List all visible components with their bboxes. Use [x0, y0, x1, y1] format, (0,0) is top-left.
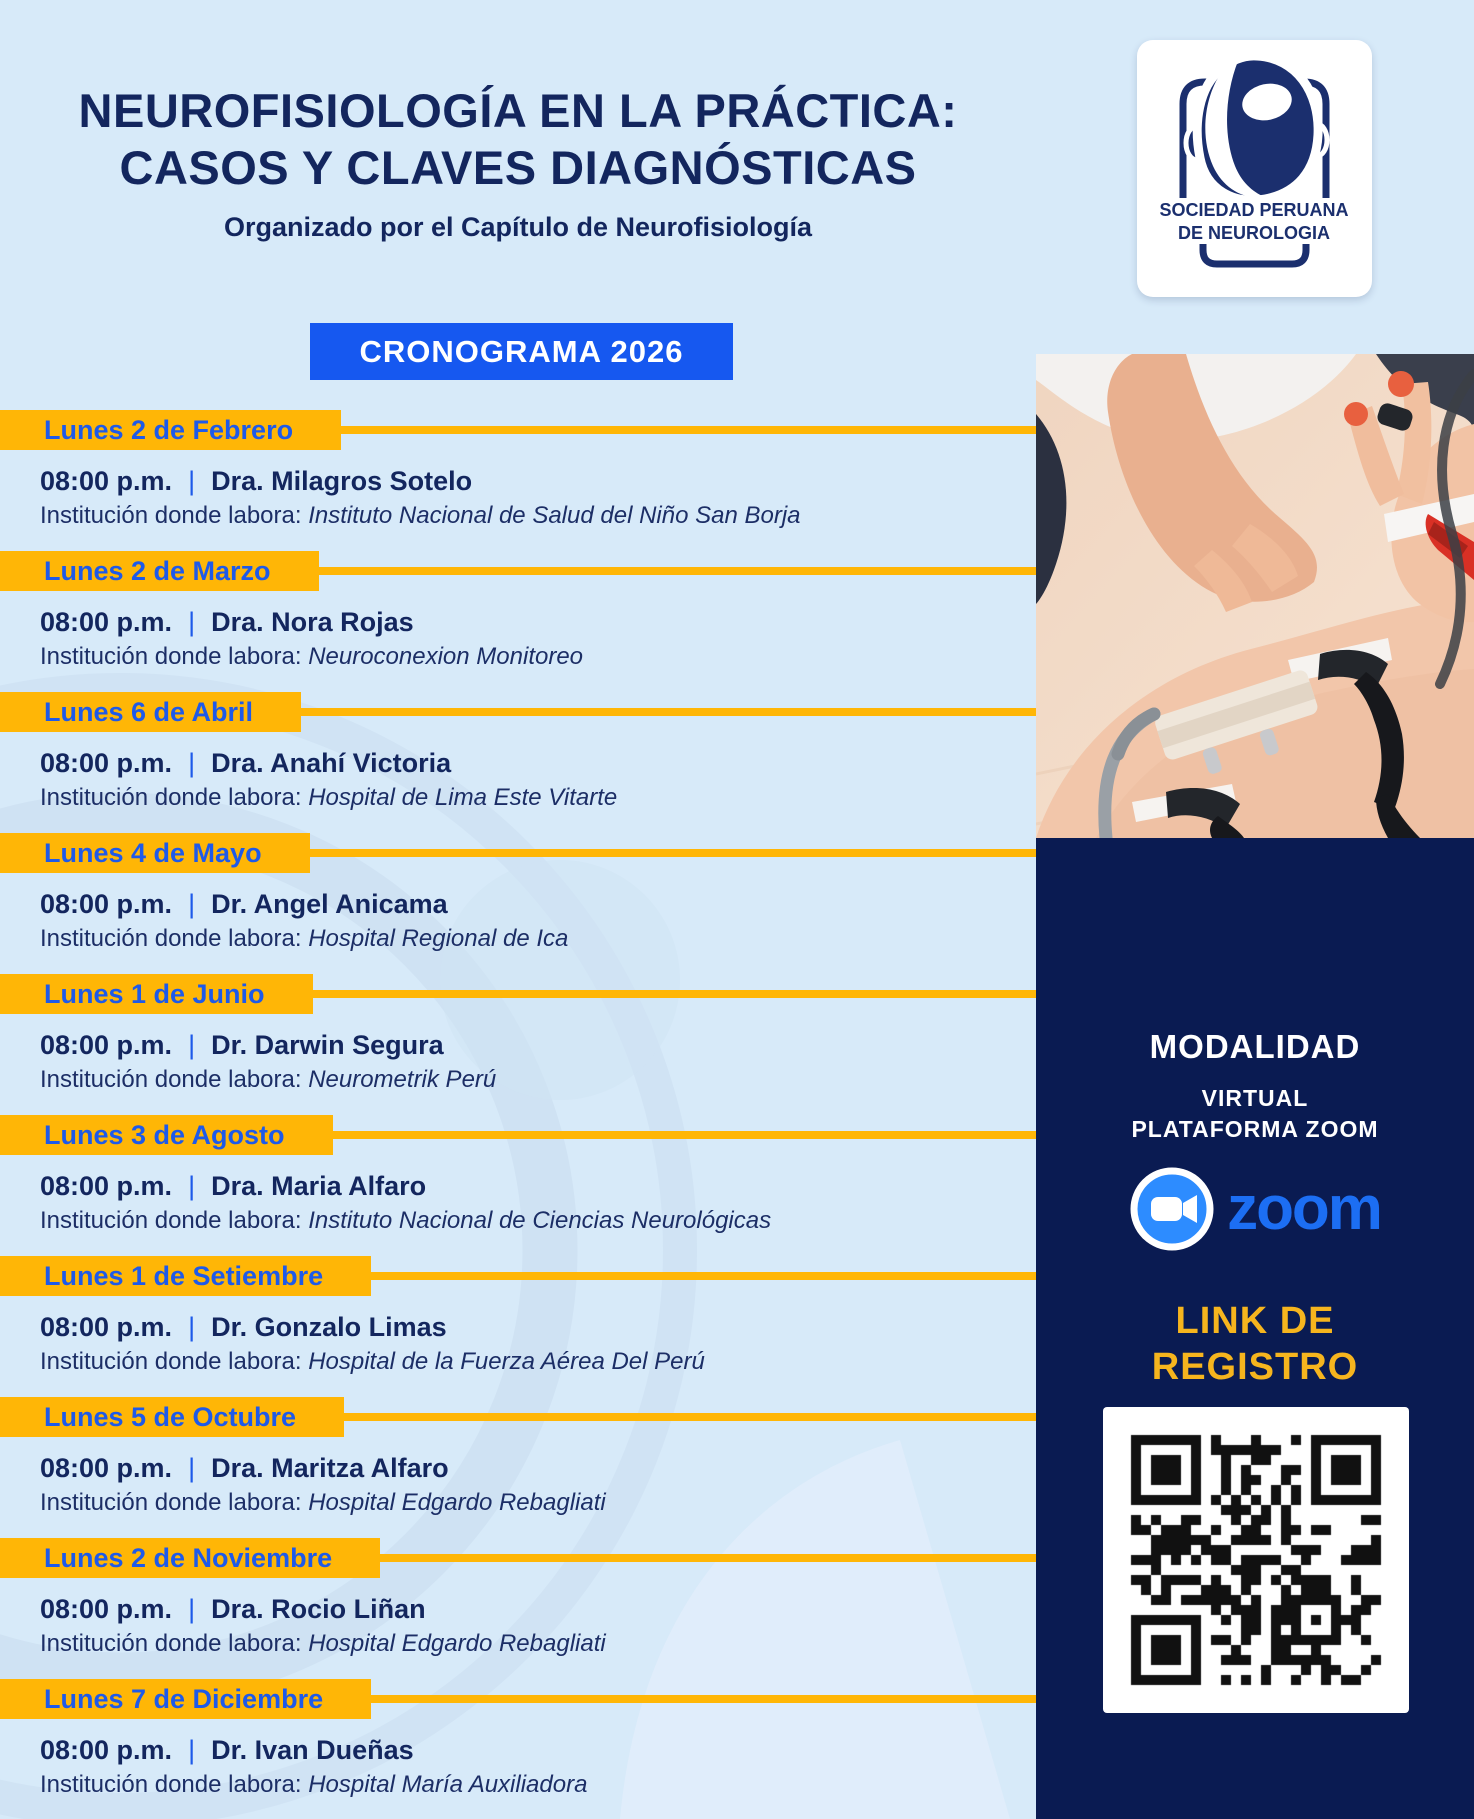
session-row	[40, 1594, 426, 1625]
separator-bar: |	[188, 1735, 196, 1765]
institution-name: Hospital de Lima Este Vitarte	[308, 784, 618, 811]
institution-label: Institución donde labora:	[40, 502, 302, 529]
session-row	[40, 607, 414, 638]
institution-label: Institución donde labora:	[40, 1207, 302, 1234]
date-badge: Lunes 3 de Agosto	[0, 1115, 333, 1155]
separator-bar: |	[188, 1312, 196, 1342]
info-panel	[1036, 838, 1474, 1819]
date-badge: Lunes 2 de Febrero	[0, 410, 341, 450]
title-line-2: CASOS Y CLAVES DIAGNÓSTICAS	[119, 141, 917, 194]
separator-bar: |	[188, 466, 196, 496]
institution-row	[40, 1771, 587, 1799]
schedule-entry	[0, 410, 1036, 551]
schedule-entry	[0, 1397, 1036, 1538]
schedule-entry	[0, 692, 1036, 833]
institution-label: Institución donde labora:	[40, 1066, 302, 1093]
qr-code-canvas[interactable]	[1111, 1415, 1401, 1705]
logo-text-line-2: DE NEUROLOGIA	[1177, 223, 1331, 243]
date-badge: Lunes 7 de Diciembre	[0, 1679, 371, 1719]
session-row	[40, 889, 448, 920]
session-time: 08:00 p.m.	[40, 1030, 173, 1060]
date-badge: Lunes 1 de Setiembre	[0, 1256, 371, 1296]
session-time: 08:00 p.m.	[40, 748, 173, 778]
institution-name: Neurometrik Perú	[308, 1066, 497, 1093]
speaker-name: Dra. Milagros Sotelo	[211, 466, 473, 496]
institution-name: Hospital María Auxiliadora	[308, 1771, 588, 1798]
modality-line-platform: PLATAFORMA ZOOM	[1131, 1116, 1379, 1142]
institution-name: Hospital Edgardo Rebagliati	[308, 1630, 606, 1657]
institution-name: Hospital Regional de Ica	[308, 925, 569, 952]
date-badge: Lunes 6 de Abril	[0, 692, 301, 732]
institution-row	[40, 925, 568, 953]
speaker-name: Dra. Nora Rojas	[211, 607, 414, 637]
session-row	[40, 466, 472, 497]
speaker-name: Dra. Rocio Liñan	[211, 1594, 426, 1624]
session-row	[40, 1453, 449, 1484]
page-subtitle: Organizado por el Capítulo de Neurofisiología	[223, 212, 813, 242]
institution-row	[40, 1489, 606, 1517]
institution-row	[40, 1630, 606, 1658]
institution-label: Institución donde labora:	[40, 1348, 302, 1375]
session-time: 08:00 p.m.	[40, 889, 173, 919]
schedule-entry	[0, 1256, 1036, 1397]
session-row	[40, 748, 451, 779]
separator-bar: |	[188, 889, 196, 919]
cronograma-banner: CRONOGRAMA 2026	[310, 323, 733, 380]
schedule-entry	[0, 1115, 1036, 1256]
institution-row	[40, 1348, 705, 1376]
session-row	[40, 1735, 414, 1766]
institution-row	[40, 784, 617, 812]
institution-name: Instituto Nacional de Salud del Niño San Borja	[308, 502, 801, 529]
date-badge: Lunes 2 de Marzo	[0, 551, 319, 591]
zoom-wordmark: zoom	[1227, 1174, 1381, 1243]
session-time: 08:00 p.m.	[40, 1735, 173, 1765]
speaker-name: Dr. Darwin Segura	[211, 1030, 444, 1060]
registration-heading-line-1: LINK DE	[1175, 1300, 1335, 1342]
separator-bar: |	[188, 1171, 196, 1201]
institution-row	[40, 502, 801, 530]
institution-label: Institución donde labora:	[40, 925, 302, 952]
institution-label: Institución donde labora:	[40, 1489, 302, 1516]
session-time: 08:00 p.m.	[40, 1594, 173, 1624]
institution-row	[40, 1207, 771, 1235]
schedule-entry	[0, 974, 1036, 1115]
schedule-entry	[0, 1538, 1036, 1679]
modality-title: MODALIDAD	[1149, 1028, 1361, 1065]
institution-row	[40, 643, 583, 671]
institution-row	[40, 1066, 496, 1094]
institution-label: Institución donde labora:	[40, 643, 302, 670]
session-time: 08:00 p.m.	[40, 607, 173, 637]
title-line-1: NEUROFISIOLOGÍA EN LA PRÁCTICA:	[78, 84, 958, 137]
institution-name: Instituto Nacional de Ciencias Neurológicas	[308, 1207, 772, 1234]
session-row	[40, 1030, 444, 1061]
session-row	[40, 1171, 426, 1202]
speaker-name: Dra. Anahí Victoria	[211, 748, 452, 778]
modality-line-virtual: VIRTUAL	[1201, 1085, 1309, 1111]
session-time: 08:00 p.m.	[40, 466, 173, 496]
institution-name: Hospital de la Fuerza Aérea Del Perú	[308, 1348, 705, 1375]
logo-text-line-1: SOCIEDAD PERUANA	[1159, 200, 1349, 220]
institution-label: Institución donde labora:	[40, 1771, 302, 1798]
institution-label: Institución donde labora:	[40, 1630, 302, 1657]
speaker-name: Dr. Gonzalo Limas	[211, 1312, 447, 1342]
separator-bar: |	[188, 607, 196, 637]
brain-head-icon	[1137, 40, 1372, 297]
institution-label: Institución donde labora:	[40, 784, 302, 811]
registration-qr-code[interactable]	[1103, 1407, 1409, 1713]
separator-bar: |	[188, 748, 196, 778]
date-badge: Lunes 4 de Mayo	[0, 833, 310, 873]
zoom-camera-icon	[1129, 1166, 1215, 1252]
schedule-entry	[0, 1679, 1036, 1819]
date-badge: Lunes 1 de Junio	[0, 974, 313, 1014]
date-badge: Lunes 2 de Noviembre	[0, 1538, 380, 1578]
session-row	[40, 1312, 447, 1343]
page-title	[0, 82, 1036, 196]
speaker-name: Dra. Maritza Alfaro	[211, 1453, 449, 1483]
separator-bar: |	[188, 1030, 196, 1060]
speaker-name: Dr. Ivan Dueñas	[211, 1735, 414, 1765]
separator-bar: |	[188, 1453, 196, 1483]
institution-name: Hospital Edgardo Rebagliati	[308, 1489, 606, 1516]
zoom-logo	[1036, 1166, 1474, 1252]
society-logo	[1137, 40, 1372, 297]
schedule-entry	[0, 551, 1036, 692]
session-time: 08:00 p.m.	[40, 1312, 173, 1342]
institution-name: Neuroconexion Monitoreo	[308, 643, 584, 670]
date-badge: Lunes 5 de Octubre	[0, 1397, 344, 1437]
speaker-name: Dra. Maria Alfaro	[211, 1171, 427, 1201]
registration-heading-line-2: REGISTRO	[1151, 1346, 1359, 1388]
speaker-name: Dr. Angel Anicama	[211, 889, 448, 919]
session-time: 08:00 p.m.	[40, 1171, 173, 1201]
schedule-entry	[0, 833, 1036, 974]
nerve-study-photo	[1036, 354, 1474, 838]
separator-bar: |	[188, 1594, 196, 1624]
schedule-list	[0, 410, 1036, 1819]
session-time: 08:00 p.m.	[40, 1453, 173, 1483]
